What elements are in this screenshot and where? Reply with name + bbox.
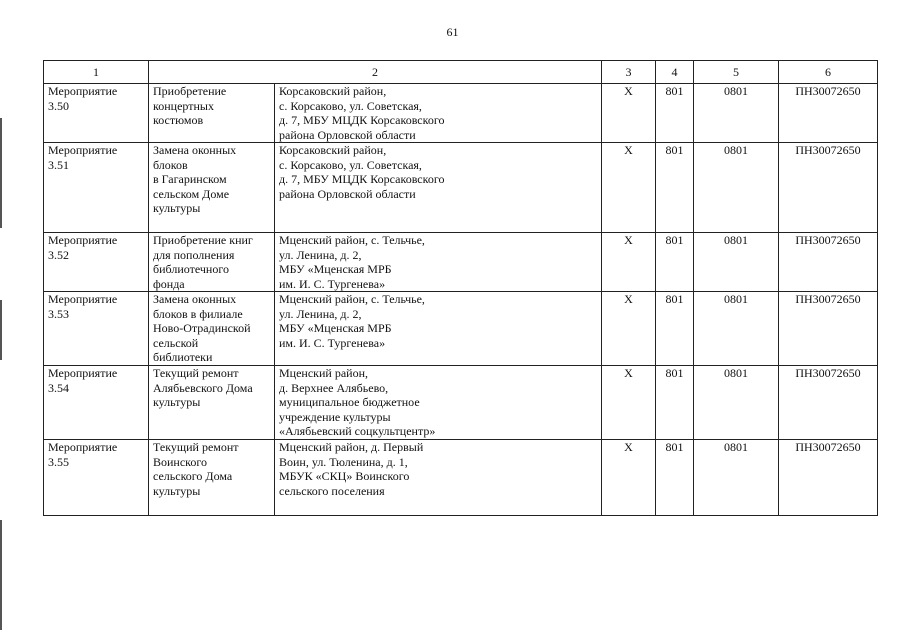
- measure-cell: Мероприятие 3.55: [44, 440, 149, 516]
- col3-cell: X: [602, 84, 656, 143]
- measure-cell: Мероприятие 3.53: [44, 292, 149, 366]
- measure-cell: Мероприятие 3.50: [44, 84, 149, 143]
- address-cell: Мценский район, с. Тельчье, ул. Ленина, д. 2, МБУ «Мценская МРБ им. И. С. Тургенева»: [275, 292, 602, 366]
- scan-edge-mark: [0, 520, 2, 630]
- col3-cell: X: [602, 440, 656, 516]
- col3-cell: X: [602, 233, 656, 292]
- col3-cell: X: [602, 292, 656, 366]
- measure-cell: Мероприятие 3.52: [44, 233, 149, 292]
- col5-cell: 0801: [694, 292, 779, 366]
- measure-cell: Мероприятие 3.54: [44, 366, 149, 440]
- col4-cell: 801: [656, 143, 694, 233]
- col6-cell: ПН30072650: [779, 440, 878, 516]
- table-row: [44, 440, 878, 516]
- data-table: [43, 60, 878, 516]
- scan-edge-mark: [0, 118, 2, 228]
- col6-cell: ПН30072650: [779, 233, 878, 292]
- col4-cell: 801: [656, 233, 694, 292]
- col3-cell: X: [602, 143, 656, 233]
- col5-cell: 0801: [694, 440, 779, 516]
- measure-cell: Мероприятие 3.51: [44, 143, 149, 233]
- table-row: [44, 233, 878, 292]
- col4-cell: 801: [656, 84, 694, 143]
- table-row: [44, 366, 878, 440]
- name-cell: Замена оконных блоков в филиале Ново-Отрадинской сельской библиотеки: [149, 292, 275, 366]
- header-col-4: 4: [656, 61, 694, 84]
- col4-cell: 801: [656, 440, 694, 516]
- col6-cell: ПН30072650: [779, 292, 878, 366]
- header-col-3: 3: [602, 61, 656, 84]
- address-cell: Корсаковский район, с. Корсаково, ул. Советская, д. 7, МБУ МЦДК Корсаковского района Орловской области: [275, 84, 602, 143]
- header-col-6: 6: [779, 61, 878, 84]
- table-row: [44, 143, 878, 233]
- scan-edge-mark: [0, 300, 2, 360]
- table-row: [44, 84, 878, 143]
- name-cell: Приобретение книг для пополнения библиотечного фонда: [149, 233, 275, 292]
- header-col-1: 1: [44, 61, 149, 84]
- col4-cell: 801: [656, 366, 694, 440]
- col4-cell: 801: [656, 292, 694, 366]
- col6-cell: ПН30072650: [779, 366, 878, 440]
- col6-cell: ПН30072650: [779, 143, 878, 233]
- address-cell: Мценский район, д. Верхнее Алябьево, муниципальное бюджетное учреждение культуры «Алябьевский соцкультцентр»: [275, 366, 602, 440]
- address-cell: Мценский район, с. Тельчье, ул. Ленина, д. 2, МБУ «Мценская МРБ им. И. С. Тургенева»: [275, 233, 602, 292]
- col5-cell: 0801: [694, 366, 779, 440]
- address-cell: Корсаковский район, с. Корсаково, ул. Советская, д. 7, МБУ МЦДК Корсаковского района Орловской области: [275, 143, 602, 233]
- name-cell: Приобретение концертных костюмов: [149, 84, 275, 143]
- col5-cell: 0801: [694, 233, 779, 292]
- col5-cell: 0801: [694, 143, 779, 233]
- col3-cell: X: [602, 366, 656, 440]
- table-row: [44, 292, 878, 366]
- name-cell: Текущий ремонт Воинского сельского Дома культуры: [149, 440, 275, 516]
- header-row: [44, 61, 878, 84]
- address-cell: Мценский район, д. Первый Воин, ул. Тюленина, д. 1, МБУК «СКЦ» Воинского сельского поселения: [275, 440, 602, 516]
- header-col-2: 2: [149, 61, 602, 84]
- name-cell: Текущий ремонт Алябьевского Дома культуры: [149, 366, 275, 440]
- col5-cell: 0801: [694, 84, 779, 143]
- page-number: 61: [446, 25, 459, 39]
- name-cell: Замена оконных блоков в Гагаринском сельском Доме культуры: [149, 143, 275, 233]
- header-col-5: 5: [694, 61, 779, 84]
- col6-cell: ПН30072650: [779, 84, 878, 143]
